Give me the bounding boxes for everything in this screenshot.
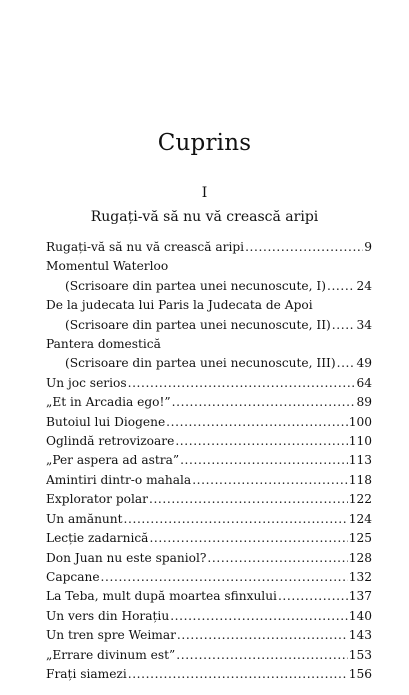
page-title: Cuprins <box>157 130 252 156</box>
toc-entry-title: Rugați-vă să nu vă crească aripi <box>46 240 245 254</box>
toc-entry-title: Un tren spre Weimar <box>46 628 176 643</box>
dot-leader <box>175 432 347 451</box>
toc-entry-title: Amintiri dintr-o mahala <box>46 472 192 487</box>
toc-entry-row <box>46 413 372 432</box>
toc-entry-row <box>46 374 372 393</box>
toc-entry <box>46 646 372 665</box>
dot-leader <box>207 549 347 568</box>
toc-entry-page: 128 <box>348 550 372 565</box>
toc-entry <box>46 626 372 645</box>
toc-entry <box>46 432 372 451</box>
dot-leader <box>180 451 348 470</box>
toc-entry <box>46 607 372 626</box>
toc-entry-title: Butoiul lui Diogene <box>46 414 166 429</box>
toc-entry-title: Un amănunt <box>46 511 123 526</box>
toc-entry-title: Frați siamezi <box>46 666 127 681</box>
dot-leader <box>101 568 348 587</box>
toc-entry-row <box>46 568 372 587</box>
toc-entry-page: 64 <box>356 375 372 390</box>
toc-entry-page: 9 <box>364 240 372 254</box>
section-title: Rugați-vă să nu vă crească aripi <box>90 209 319 225</box>
toc-entry-page: 140 <box>348 608 372 623</box>
toc-entry <box>46 335 372 374</box>
toc-entry-title: „Et in Arcadia ego!” <box>46 395 171 410</box>
toc-entry-subtitle-row <box>46 277 372 296</box>
toc-entry <box>46 257 372 296</box>
toc-entry <box>46 568 372 587</box>
dot-leader <box>332 316 356 335</box>
toc-entry-page: 137 <box>348 589 372 604</box>
dot-leader <box>170 607 348 626</box>
toc-entry-title: De la judecata lui Paris la Judecata de Apoi <box>46 298 313 313</box>
dot-leader <box>337 354 356 373</box>
dot-leader <box>128 374 356 393</box>
toc-entry-page: 153 <box>348 647 372 662</box>
dot-leader <box>245 238 363 257</box>
toc-entry-row <box>46 529 372 548</box>
toc-entry <box>46 510 372 529</box>
toc-entry <box>46 393 372 412</box>
toc-entry-title: La Teba, mult după moartea sfinxului <box>46 589 277 604</box>
toc-entry <box>46 471 372 490</box>
toc-entry-row <box>46 238 372 257</box>
toc-entry-row <box>46 646 372 665</box>
toc-entry-page: 122 <box>348 492 372 507</box>
toc-entry-title: Un vers din Horațiu <box>46 608 170 623</box>
dot-leader <box>128 665 348 684</box>
toc-entry-title: Capcane <box>46 569 100 584</box>
toc-entry-row <box>46 471 372 490</box>
table-of-contents <box>46 238 372 684</box>
dot-leader <box>176 646 347 665</box>
toc-entry-row <box>46 490 372 509</box>
dot-leader <box>172 393 356 412</box>
toc-entry-subtitle-row <box>46 354 372 373</box>
toc-entry-page: 34 <box>356 317 372 332</box>
toc-entry-row <box>46 432 372 451</box>
dot-leader <box>278 587 348 606</box>
toc-entry <box>46 451 372 470</box>
toc-entry-page: 100 <box>348 414 372 429</box>
toc-entry-row <box>46 607 372 626</box>
toc-entry <box>46 413 372 432</box>
toc-entry-page: 143 <box>348 628 372 643</box>
dot-leader <box>327 277 356 296</box>
toc-entry-page: 156 <box>348 666 372 681</box>
toc-entry-page: 132 <box>348 569 372 584</box>
toc-entry-title: Un joc serios <box>46 375 127 390</box>
toc-entry <box>46 296 372 335</box>
toc-entry <box>46 529 372 548</box>
toc-entry-page: 89 <box>356 395 372 410</box>
toc-entry <box>46 587 372 606</box>
dot-leader <box>192 471 348 490</box>
toc-entry-row <box>46 587 372 606</box>
dot-leader <box>149 529 347 548</box>
section-numeral: I <box>201 185 208 201</box>
toc-entry-page: 125 <box>348 531 372 546</box>
toc-entry <box>46 665 372 684</box>
toc-entry-title: Momentul Waterloo <box>46 259 169 274</box>
toc-entry-subtitle-row <box>46 316 372 335</box>
toc-entry-subtitle: (Scrisoare din partea unei necunoscute, III) <box>65 356 336 371</box>
toc-entry-row <box>46 665 372 684</box>
toc-entry-page: 49 <box>356 356 372 371</box>
toc-entry-title: Don Juan nu este spaniol? <box>46 550 207 565</box>
toc-entry-title: Pantera domestică <box>46 337 161 352</box>
toc-entry-page: 124 <box>348 511 372 526</box>
toc-entry-title: Lecție zadarnică <box>46 531 149 546</box>
toc-entry-page: 113 <box>348 453 372 468</box>
dot-leader <box>149 490 348 509</box>
toc-entry-page: 110 <box>348 434 372 449</box>
toc-entry-title: Explorator polar <box>46 492 148 507</box>
toc-entry-subtitle: (Scrisoare din partea unei necunoscute, I) <box>65 278 326 293</box>
toc-entry-row <box>46 510 372 529</box>
toc-entry-subtitle: (Scrisoare din partea unei necunoscute, II) <box>65 317 331 332</box>
toc-entry-row <box>46 626 372 645</box>
toc-entry-title: „Errare divinum est” <box>46 647 176 662</box>
toc-entry-row <box>46 549 372 568</box>
toc-entry <box>46 238 372 257</box>
toc-entry-row <box>46 451 372 470</box>
toc-entry <box>46 549 372 568</box>
dot-leader <box>177 626 348 645</box>
toc-entry <box>46 490 372 509</box>
toc-entry-title: „Per aspera ad astra” <box>46 453 180 468</box>
dot-leader <box>166 413 348 432</box>
toc-entry-page: 118 <box>348 472 372 487</box>
toc-entry-page: 24 <box>356 278 372 293</box>
toc-entry-row <box>46 393 372 412</box>
toc-entry-title: Oglindă retrovizoare <box>46 434 175 449</box>
toc-entry <box>46 374 372 393</box>
dot-leader <box>124 510 348 529</box>
